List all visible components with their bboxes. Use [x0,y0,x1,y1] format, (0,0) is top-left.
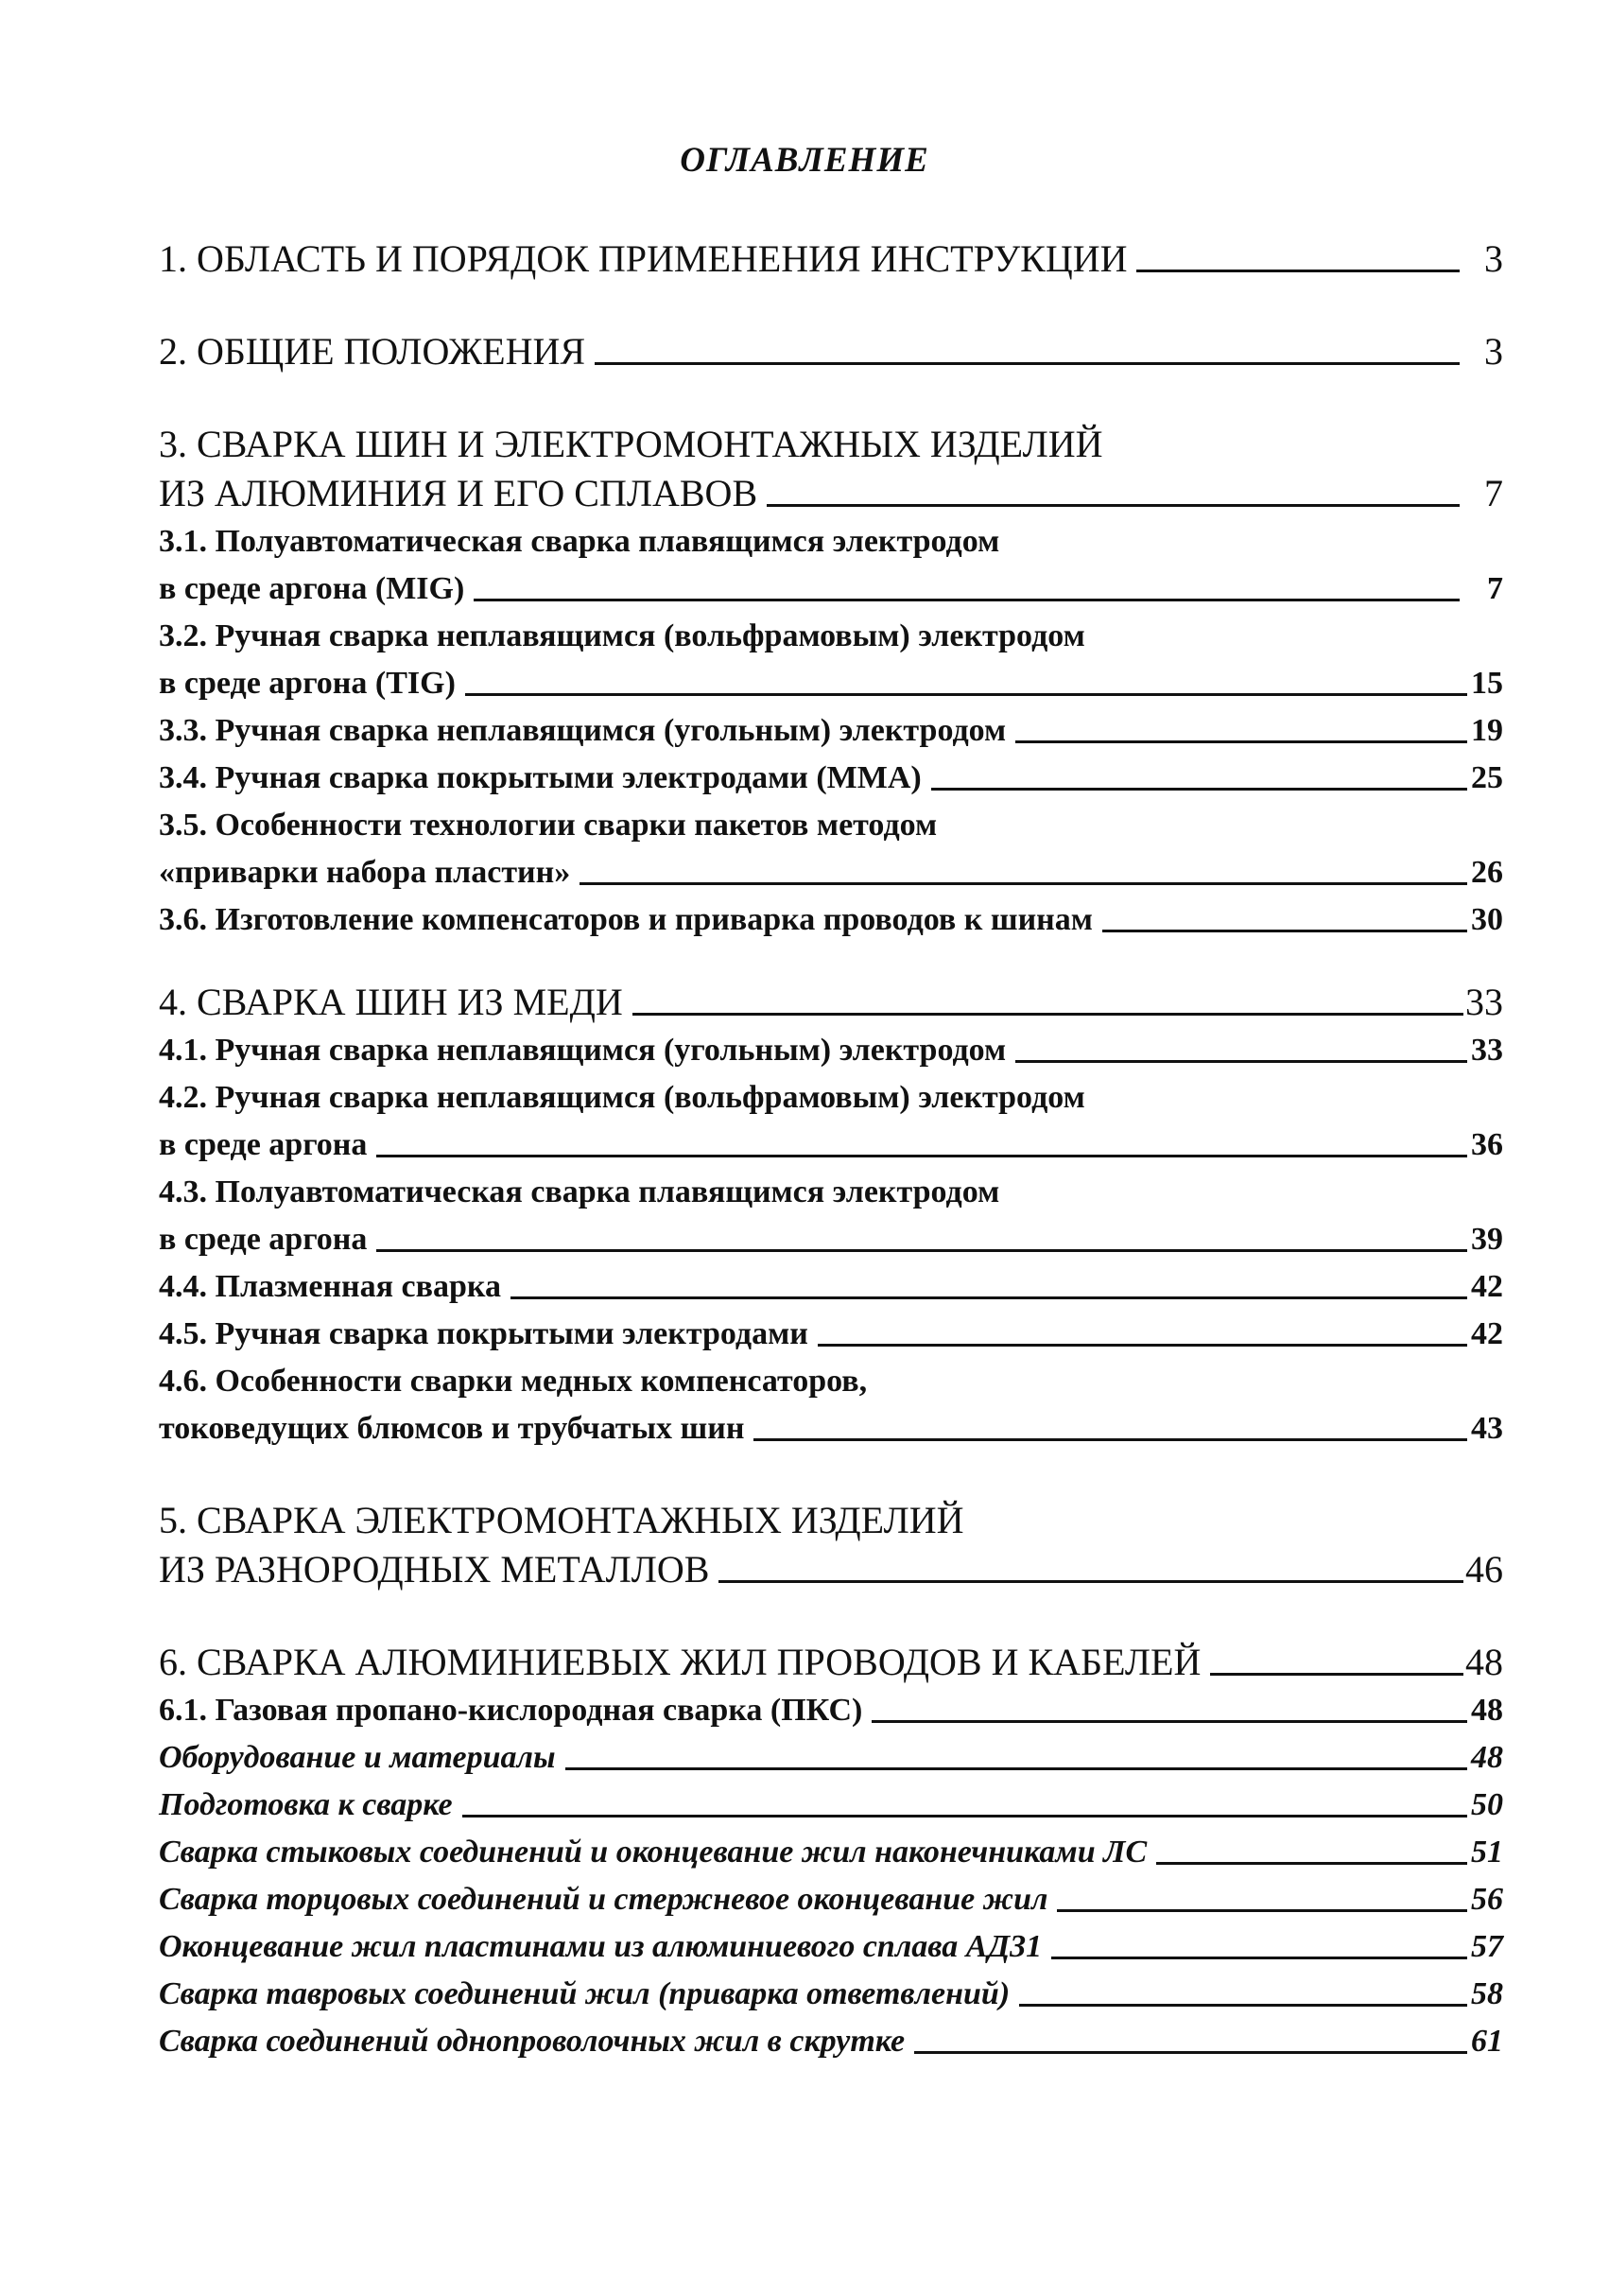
toc-entry-text: 4.5. Ручная сварка покрытыми электродами [159,1316,808,1351]
toc-entry-line [159,518,1503,565]
toc-entry[interactable] [159,1216,1503,1263]
toc-entry[interactable] [159,896,1503,944]
toc-title: ОГЛАВЛЕНИЕ [680,141,929,180]
dot-leader [1057,1909,1467,1912]
toc-entry-line [159,802,1503,849]
toc-page-number: 43 [1471,1411,1503,1446]
dot-leader [1015,740,1467,743]
toc-page-number: 48 [1471,1693,1503,1728]
toc-page-number: 48 [1471,1740,1503,1775]
toc-entry-text: 3.1. Полуавтоматическая сварка плавящимся электродом [159,524,1000,559]
toc-entry[interactable] [159,707,1503,755]
toc-entry[interactable] [159,1638,1503,1687]
toc-page-number: 25 [1471,760,1503,795]
toc-entry-text: «приварки набора пластин» [159,855,571,890]
toc-entry-text: 6.1. Газовая пропано-кислородная сварка (ПКС) [159,1693,863,1728]
dot-leader [914,2051,1467,2054]
toc-entry[interactable] [159,1405,1503,1452]
toc-entry-text: 3.3. Ручная сварка неплавящимся (угольным) электродом [159,713,1007,748]
toc-entry[interactable] [159,1027,1503,1074]
dot-leader [718,1580,1463,1583]
toc-entry-text: 2. ОБЩИЕ ПОЛОЖЕНИЯ [159,330,586,373]
toc-entry[interactable] [159,565,1503,613]
toc-entry[interactable] [159,660,1503,707]
toc-entry-text: Сварка торцовых соединений и стержневое оконцевание жил [159,1882,1048,1917]
toc-entry[interactable] [159,1122,1503,1169]
toc-entry-text: 4.2. Ручная сварка неплавящимся (вольфрамовым) электродом [159,1080,1085,1115]
toc-entry-text: 5. СВАРКА ЭЛЕКТРОМОНТАЖНЫХ ИЗДЕЛИЙ [159,1499,964,1541]
dot-leader [1015,1060,1467,1063]
toc-page-number: 3 [1484,330,1503,373]
toc-entry[interactable] [159,1734,1503,1782]
toc-entry-text: ИЗ РАЗНОРОДНЫХ МЕТАЛЛОВ [159,1548,710,1591]
dot-leader [753,1438,1467,1441]
toc-page-number: 46 [1465,1548,1503,1591]
toc-entry[interactable] [159,235,1503,284]
toc-entry[interactable] [159,978,1503,1027]
dot-leader [510,1296,1467,1299]
toc-entry-text: ИЗ АЛЮМИНИЯ И ЕГО СПЛАВОВ [159,472,758,514]
toc-entry-line [159,613,1503,660]
toc-page-number: 7 [1487,571,1503,606]
toc-entry[interactable] [159,755,1503,802]
toc-page-number: 61 [1471,2024,1503,2059]
toc-page-number: 7 [1484,472,1503,514]
toc-entry[interactable] [159,849,1503,896]
table-of-contents [159,235,1503,2065]
toc-page-number: 3 [1484,237,1503,280]
toc-entry[interactable] [159,1263,1503,1311]
dot-leader [1136,270,1460,272]
dot-leader [1019,2004,1467,2007]
toc-entry-line [159,1074,1503,1122]
toc-entry-text: в среде аргона [159,1127,368,1162]
toc-entry-text: Сварка соединений однопроволочных жил в скрутке [159,2024,906,2059]
toc-entry-text: в среде аргона [159,1222,368,1257]
toc-entry-text: Подготовка к сварке [159,1787,453,1822]
dot-leader [872,1720,1467,1723]
dot-leader [462,1815,1467,1818]
toc-page-number: 19 [1471,713,1503,748]
dot-leader [1051,1957,1467,1959]
toc-entry[interactable] [159,1782,1503,1829]
dot-leader [931,788,1467,791]
toc-entry-text: 4. СВАРКА ШИН ИЗ МЕДИ [159,981,623,1023]
toc-entry[interactable] [159,1971,1503,2018]
toc-page-number: 48 [1465,1641,1503,1683]
toc-page-number: 51 [1471,1835,1503,1870]
toc-entry-line [159,1169,1503,1216]
toc-entry-text: Оборудование и материалы [159,1740,556,1775]
toc-entry-text: 3.6. Изготовление компенсаторов и приварка проводов к шинам [159,902,1093,937]
toc-page-number: 42 [1471,1316,1503,1351]
toc-page-number: 26 [1471,855,1503,890]
dot-leader [818,1344,1467,1347]
toc-page-number: 57 [1471,1929,1503,1964]
toc-page-number: 33 [1465,981,1503,1023]
toc-entry-line [159,1358,1503,1405]
toc-page-number: 56 [1471,1882,1503,1917]
toc-entry-text: 4.4. Плазменная сварка [159,1269,501,1304]
toc-entry-line [159,420,1503,469]
toc-entry[interactable] [159,469,1503,518]
dot-leader [376,1155,1467,1157]
toc-page-number: 58 [1471,1976,1503,2011]
toc-entry-text: 1. ОБЛАСТЬ И ПОРЯДОК ПРИМЕНЕНИЯ ИНСТРУКЦИИ [159,237,1128,280]
toc-entry-text: 3.2. Ручная сварка неплавящимся (вольфрамовым) электродом [159,618,1085,653]
toc-entry-text: 4.6. Особенности сварки медных компенсаторов, [159,1364,868,1399]
toc-page-number: 33 [1471,1033,1503,1068]
dot-leader [1102,930,1467,932]
dot-leader [376,1249,1467,1252]
toc-entry-text: в среде аргона (TIG) [159,666,456,701]
toc-entry-text: 3.4. Ручная сварка покрытыми электродами (ММА) [159,760,922,795]
toc-entry[interactable] [159,1876,1503,1923]
toc-entry[interactable] [159,1545,1503,1594]
dot-leader [632,1013,1463,1016]
toc-page-number: 39 [1471,1222,1503,1257]
toc-entry-text: 3.5. Особенности технологии сварки пакетов методом [159,808,938,843]
dot-leader [565,1767,1467,1770]
dot-leader [580,882,1467,885]
dot-leader [1210,1673,1463,1676]
toc-entry-text: 3. СВАРКА ШИН И ЭЛЕКТРОМОНТАЖНЫХ ИЗДЕЛИЙ [159,423,1103,465]
toc-entry-text: 6. СВАРКА АЛЮМИНИЕВЫХ ЖИЛ ПРОВОДОВ И КАБЕЛЕЙ [159,1641,1202,1683]
toc-entry-text: Оконцевание жил пластинами из алюминиевого сплава АД31 [159,1929,1043,1964]
toc-entry[interactable] [159,2018,1503,2065]
toc-entry-line [159,1496,1503,1545]
dot-leader [465,693,1467,696]
toc-entry[interactable] [159,327,1503,376]
toc-page-number: 42 [1471,1269,1503,1304]
toc-entry[interactable] [159,1923,1503,1971]
toc-page-number: 36 [1471,1127,1503,1162]
dot-leader [767,504,1460,507]
toc-page-number: 50 [1471,1787,1503,1822]
toc-entry[interactable] [159,1311,1503,1358]
toc-page-number: 15 [1471,666,1503,701]
dot-leader [474,599,1460,601]
toc-entry-text: 4.3. Полуавтоматическая сварка плавящимся электродом [159,1174,1000,1209]
toc-entry-text: 4.1. Ручная сварка неплавящимся (угольным) электродом [159,1033,1007,1068]
dot-leader [1156,1862,1467,1865]
toc-entry-text: Сварка стыковых соединений и оконцевание жил наконечниками ЛС [159,1835,1148,1870]
toc-entry-text: в среде аргона (MIG) [159,571,465,606]
toc-page-number: 30 [1471,902,1503,937]
dot-leader [595,362,1460,365]
toc-entry-text: токоведущих блюмсов и трубчатых шин [159,1411,745,1446]
toc-entry[interactable] [159,1829,1503,1876]
toc-entry-text: Сварка тавровых соединений жил (приварка ответвлений) [159,1976,1011,2011]
toc-entry[interactable] [159,1687,1503,1734]
